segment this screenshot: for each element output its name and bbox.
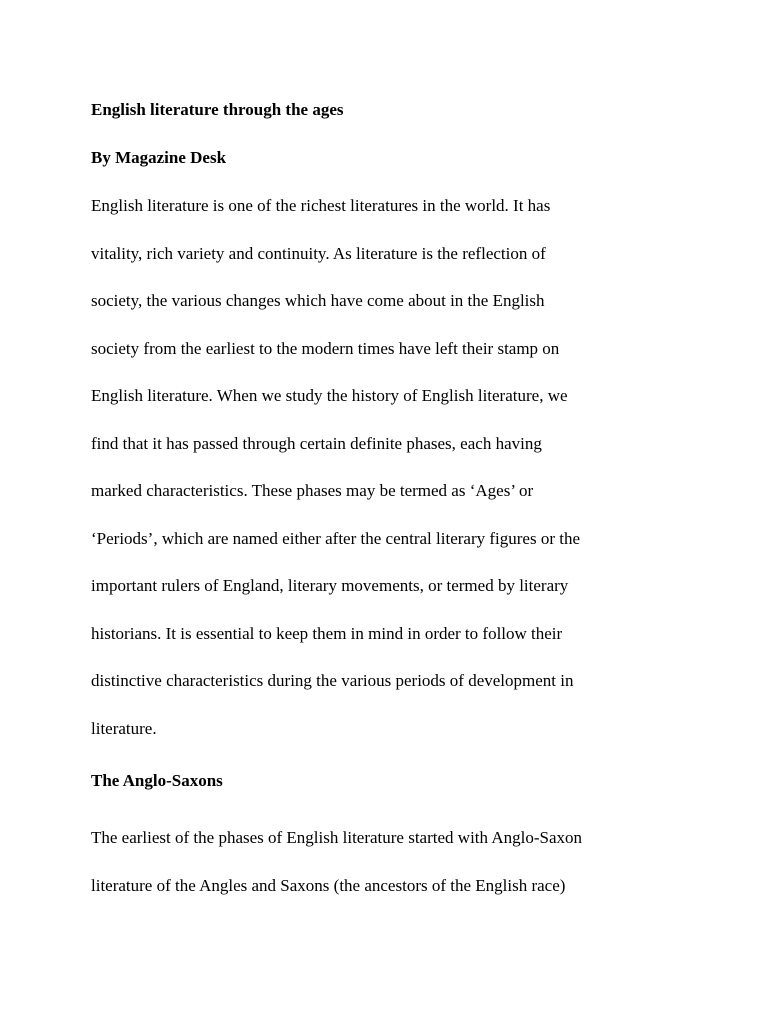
paragraph-line: vitality, rich variety and continuity. As literature is the reflection of — [91, 243, 546, 263]
paragraph-line: English literature. When we study the history of English literature, we — [91, 386, 568, 405]
article-title: English literature through the ages — [91, 100, 344, 119]
paragraph-line: The earliest of the phases of English literature started with Anglo-Saxon — [91, 828, 582, 847]
paragraph-line: important rulers of England, literary movements, or termed by literary — [91, 576, 569, 595]
paragraph-line: ‘Periods’, which are named either after the central literary figures or the — [91, 528, 580, 548]
intro-paragraph — [91, 182, 691, 752]
paragraph-line: distinctive characteristics during the various periods of development in — [91, 671, 574, 690]
paragraph-line: society from the earliest to the modern times have left their stamp on — [91, 338, 560, 358]
section-heading: The Anglo-Saxons — [91, 771, 223, 790]
section-paragraph — [91, 814, 691, 909]
paragraph-line: find that it has passed through certain definite phases, each having — [91, 433, 542, 453]
paragraph-line: marked characteristics. These phases may be termed as ‘Ages’ or — [91, 481, 534, 500]
document-body — [91, 96, 691, 909]
paragraph-line: literature of the Angles and Saxons (the ancestors of the English race) — [91, 875, 566, 895]
paragraph-line: literature. — [91, 718, 157, 738]
paragraph-line: society, the various changes which have come about in the English — [91, 291, 545, 310]
article-byline: By Magazine Desk — [91, 148, 227, 167]
paragraph-line: English literature is one of the richest literatures in the world. It has — [91, 196, 551, 215]
paragraph-line: historians. It is essential to keep them in mind in order to follow their — [91, 623, 563, 643]
